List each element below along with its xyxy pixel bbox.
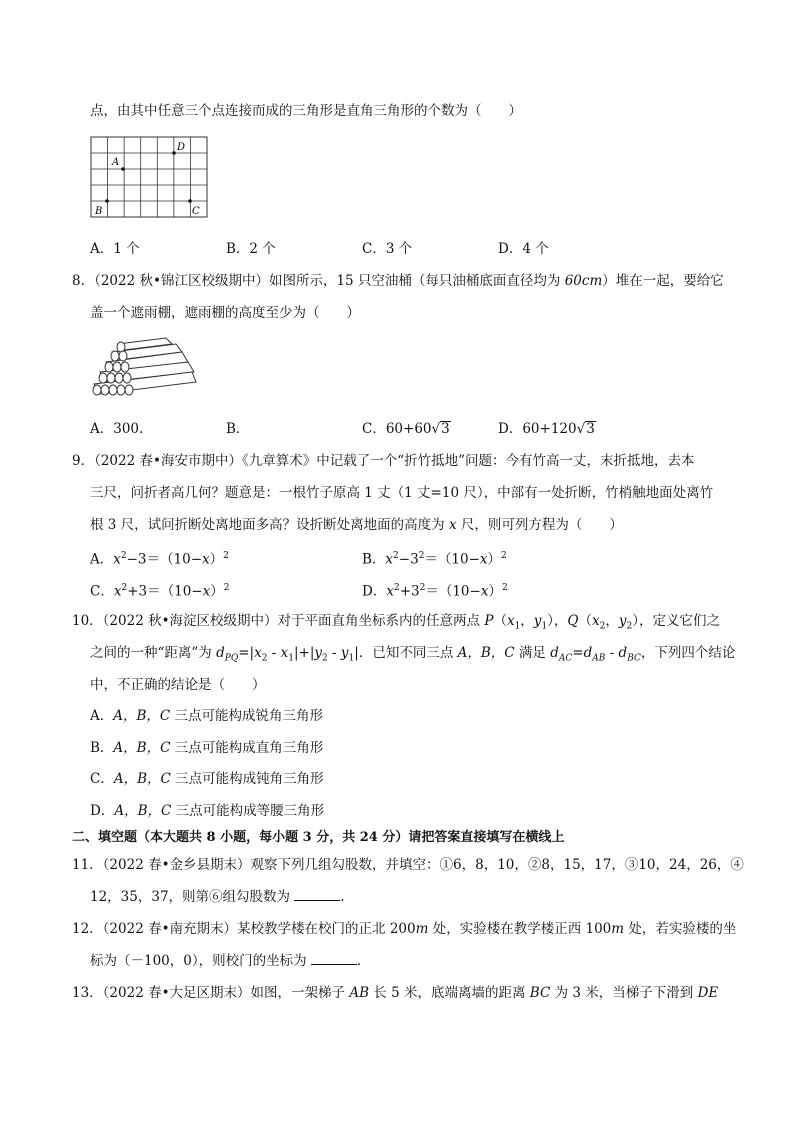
q10-var: d — [216, 645, 225, 661]
q12-text: ． — [356, 953, 371, 969]
q9-rhs: ＝（10− — [147, 583, 203, 600]
q9-option-a — [90, 547, 229, 569]
q9-text: 根 3 尺，试问折断处离地面多高？设折断处离地面的高度为 — [90, 517, 449, 533]
q9-stem-line1: 9．（2022 春•海安市期中）《九章算术》中记载了一个“折竹抵地”问题：今有竹高一丈，末折抵地，去本 — [72, 453, 695, 469]
q12-text: 处，若实验楼的坐 — [624, 921, 737, 937]
q10-option-letter: C． — [90, 771, 114, 787]
q9-stem-line2: 三尺，问折者高几何？题意是：一根竹子原高 1 丈（1 丈=10 尺），中部有一处折断，竹梢触地面处离竹 — [90, 485, 714, 501]
q8-text: 8．（2022 秋•锦江区校级期中）如图所示，15 只空油桶（每只油桶底面直径均为 — [72, 273, 565, 289]
q7-stem: 点，由其中任意三个点连接而成的三角形是直角三角形的个数为（ ） — [90, 103, 522, 119]
q10-var: A，B，C — [113, 771, 171, 787]
q10-option-text: 三点可能构成锐角三角形 — [174, 708, 324, 724]
q10-option-c — [90, 770, 324, 788]
q9-num: 3 — [137, 551, 147, 568]
point-b-label: B — [95, 206, 103, 217]
q13-var: AB — [349, 985, 370, 1001]
q9-op: − — [398, 551, 411, 568]
q9-power: 2 — [223, 583, 230, 593]
q10-var: d — [618, 645, 628, 661]
q12-stem-line2 — [90, 952, 370, 970]
q10-sub: BC — [627, 653, 641, 664]
q8-barrel-figure — [90, 332, 200, 407]
q10-var: A，B，C — [113, 708, 171, 724]
q10-sub: 1 — [541, 621, 548, 632]
q10-stem-line1: 10．（2022 秋•海淀区校级期中）对于平面直角坐标系内的任意两点 $P(x_1$，$y_1$），$Q(x_2$，$y_2$），定义它们之 — [72, 613, 720, 632]
q11-answer-blank[interactable] — [294, 888, 340, 901]
q9-op: + — [399, 583, 411, 600]
q9-op: − — [126, 551, 138, 568]
q8-option-c-text: C．60+60 — [362, 421, 432, 437]
q10-text: 满足 — [514, 645, 551, 661]
q10-var: A，B，C — [113, 740, 171, 756]
q11-stem-line1: 11．（2022 春•金乡县期末）观察下列几组勾股数，并填空：①6，8，10，②8，15，17，③10，24，26，④ — [72, 857, 744, 873]
q10-option-letter: A． — [90, 708, 114, 724]
q9-power: 2 — [121, 583, 128, 593]
q10-var: y — [618, 613, 627, 629]
q10-option-d — [90, 802, 324, 820]
q10-option-text: 三点可能构成直角三角形 — [174, 740, 324, 756]
q9-num: 3 — [411, 583, 420, 600]
q9-var: x — [113, 551, 121, 568]
q12-unit: m — [611, 921, 625, 937]
q9-var: x — [448, 517, 457, 533]
q9-var: x — [480, 583, 489, 600]
q10-var: Q — [567, 613, 579, 629]
q8-stem-line2: 盖一个遮雨棚，遮雨棚的高度至少为（ ） — [90, 305, 360, 321]
q10-sub: 1 — [288, 653, 294, 664]
q9-var: x — [113, 583, 122, 600]
q10-option-text: 三点可能构成等腰三角形 — [175, 803, 325, 819]
q9-power: 2 — [393, 583, 400, 593]
q10-stem-line3: 中，不正确的结论是（ ） — [90, 677, 266, 693]
q10-stem-line2: 之间的一种“距离”为 $d_{PQ}=|x_2 - x_1|+|y_2 - y_1|$．已知不同三点 A，B，C 满足 $d_{AC}=d_{AB} - d_{BC}$，下列四个结论 — [90, 645, 736, 664]
q11-text: 12，35，37，则第⑥组勾股数为 — [90, 889, 295, 905]
q9-rhs: ） — [210, 583, 224, 600]
q9-rhs: ） — [209, 551, 224, 568]
q9-num: 3 — [138, 583, 148, 600]
q9-option-d — [362, 579, 508, 601]
q10-var: x — [254, 645, 262, 661]
q9-var: x — [385, 551, 394, 568]
q10-option-letter: B． — [90, 740, 114, 756]
q12-text: 标为（－100，0），则校门的坐标为 — [90, 953, 311, 969]
q10-var: A，B，C — [457, 645, 515, 661]
q9-rhs: ＝（10− — [424, 551, 480, 568]
q10-text: ．已知不同三点 — [358, 645, 458, 661]
q9-option-letter: A． — [90, 551, 114, 568]
q10-sub: 2 — [261, 653, 268, 664]
q8-stem-line1 — [72, 272, 724, 290]
q10-option-a — [90, 707, 323, 725]
q9-power: 2 — [223, 551, 229, 561]
q9-var: x — [202, 551, 210, 568]
q13-var: BC — [529, 985, 551, 1001]
q9-var: x — [202, 583, 211, 600]
q13-text: 13．（2022 春•大足区期末）如图，一架梯子 — [72, 985, 350, 1001]
q9-rhs: ） — [487, 551, 502, 568]
q8-option-b: B． — [226, 421, 250, 437]
q13-var: DE — [697, 985, 719, 1001]
q8-option-d-text: D．60+120 — [498, 421, 577, 437]
q10-var: x — [280, 645, 289, 661]
q10-var: P — [484, 613, 494, 629]
q7-option-d: D．4 个 — [498, 241, 549, 257]
q10-text: 10．（2022 秋•海淀区校级期中）对于平面直角坐标系内的任意两点 — [72, 613, 485, 629]
point-a-label: A — [112, 157, 120, 168]
q12-text: 12．（2022 春•南充期末）某校教学楼在校门的正北 200 — [72, 921, 416, 937]
q8-option-a: A．300. — [90, 421, 144, 437]
point-c-label: C — [192, 206, 200, 217]
q9-var: x — [479, 551, 488, 568]
q9-power: 2 — [501, 551, 507, 561]
q10-var: d — [583, 645, 593, 661]
q9-rhs: ＝（10− — [425, 583, 481, 600]
q7-grid-figure — [88, 134, 218, 224]
q8-option-c-radicand: 3 — [441, 421, 450, 437]
q8-option-d: D．60+120√3 — [498, 421, 595, 437]
q10-sub: 1 — [514, 621, 521, 632]
q13-text: 长 5 米，底端离墙的距离 — [369, 985, 530, 1001]
q10-sub: AB — [592, 653, 606, 664]
q11-stem-line2 — [90, 888, 354, 906]
q8-option-d-radicand: 3 — [586, 421, 595, 437]
q8-unit: 60cm — [564, 273, 603, 289]
q13-stem-line1 — [72, 984, 718, 1002]
q10-option-text: 三点可能构成钝角三角形 — [175, 771, 324, 787]
q10-var: y — [314, 645, 323, 661]
q9-op: + — [127, 583, 139, 600]
q12-stem-line1 — [72, 920, 736, 938]
q9-option-b — [362, 547, 507, 569]
q10-var: y — [533, 613, 542, 629]
q10-text: ，下列四个结论 — [640, 645, 736, 661]
q12-unit: m — [415, 921, 429, 937]
q10-option-letter: D． — [90, 803, 115, 819]
q10-var: A，B，C — [114, 803, 172, 819]
q9-rhs: ＝（10− — [146, 551, 203, 568]
q10-var: x — [592, 613, 600, 629]
q8-option-c: C．60+60√3 — [362, 421, 450, 437]
q9-power: 2 — [120, 551, 127, 561]
q10-sub: 2 — [626, 621, 633, 632]
q9-text: 尺，则可列方程为（ ） — [456, 517, 623, 533]
section-heading: 二、填空题（本大题共 8 小题，每小题 3 分，共 24 分）请把答案直接填写在横线上 — [72, 830, 565, 845]
q12-answer-blank[interactable] — [311, 952, 357, 965]
q7-option-c: C．3 个 — [362, 241, 413, 257]
q7-option-a: A．1 个 — [90, 241, 140, 257]
q9-power: 2 — [393, 551, 399, 561]
q9-power: 2 — [418, 551, 425, 561]
q10-sub: 2 — [322, 653, 328, 664]
q9-power: 2 — [419, 583, 426, 593]
q10-var: y — [340, 645, 349, 661]
q10-sub: AC — [558, 653, 573, 664]
q13-text: 为 3 米，当梯子下滑到 — [550, 985, 698, 1001]
q9-num: 3 — [410, 551, 419, 568]
q8-text: ）堆在一起，要给它 — [602, 273, 724, 289]
q10-text: 之间的一种“距离”为 — [90, 645, 217, 661]
q9-option-c — [90, 579, 229, 601]
q10-sub: 1 — [348, 653, 355, 664]
q7-option-b: B．2 个 — [226, 241, 276, 257]
q9-option-letter: D． — [362, 583, 387, 600]
q9-var: x — [386, 583, 394, 600]
q10-sub: 2 — [599, 621, 606, 632]
q10-var: x — [506, 613, 515, 629]
q12-text: 处，实验楼在教学楼正西 100 — [428, 921, 612, 937]
q11-text: ． — [340, 889, 354, 905]
q10-option-b — [90, 739, 323, 757]
q9-option-letter: B． — [362, 551, 386, 568]
q9-stem-line3 — [90, 516, 623, 534]
q10-var: d — [550, 645, 559, 661]
q10-text: ，定义它们之 — [638, 613, 720, 629]
q9-power: 2 — [501, 583, 508, 593]
q10-sub: PQ — [224, 653, 239, 664]
q9-rhs: ） — [488, 583, 502, 600]
point-d-label: D — [177, 142, 186, 153]
q9-option-letter: C． — [90, 583, 114, 600]
